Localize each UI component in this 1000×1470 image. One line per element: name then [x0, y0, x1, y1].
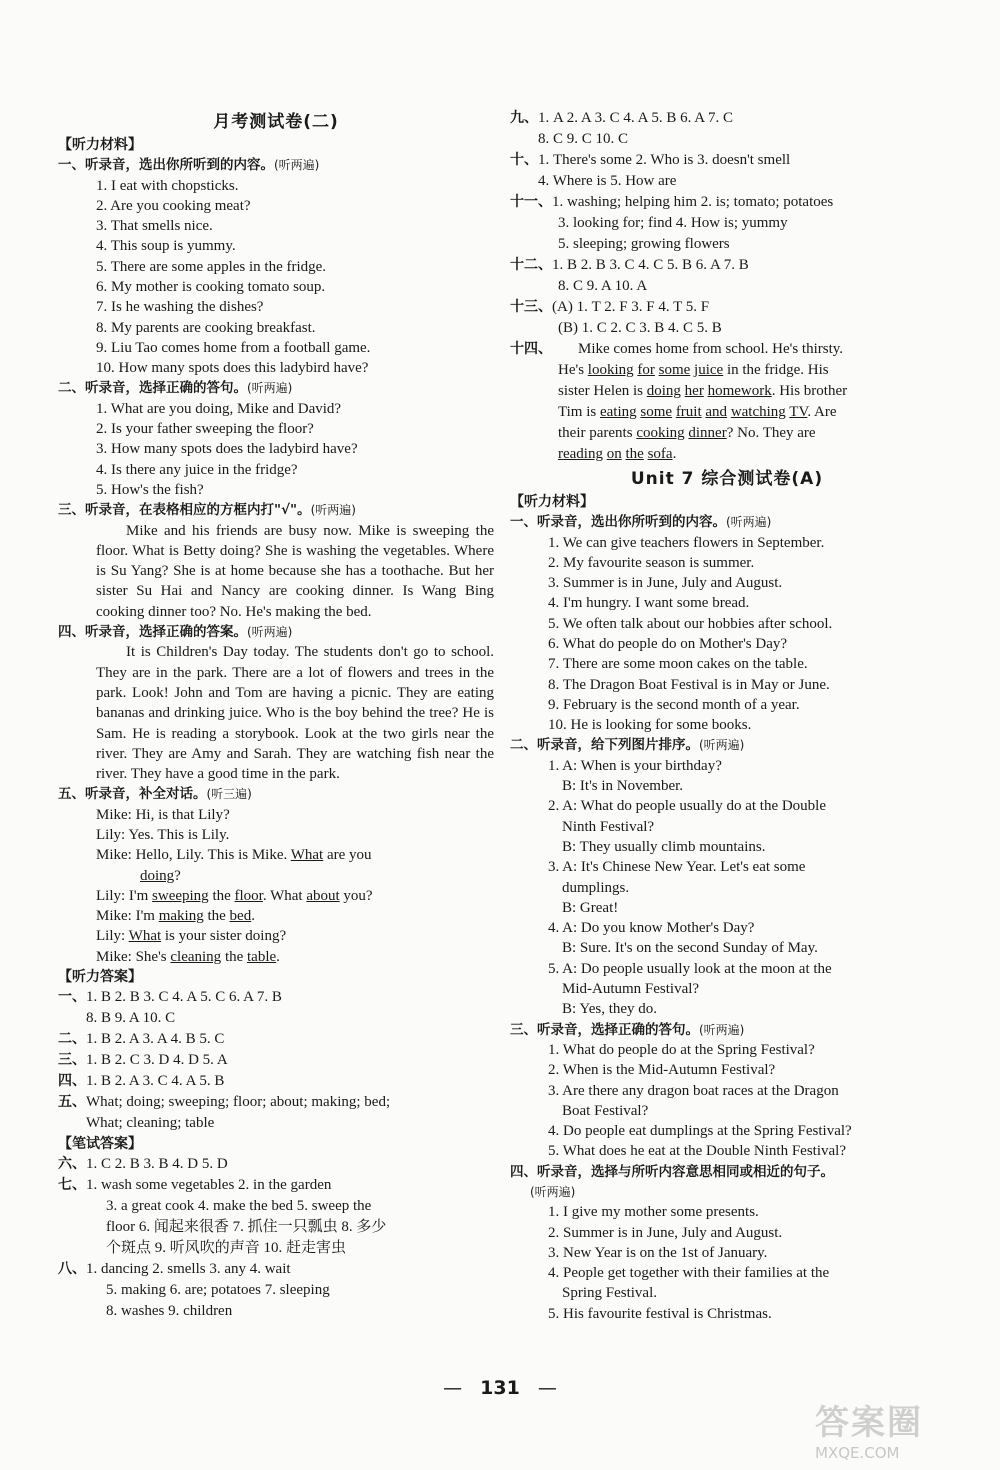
listening-answers-label: 【听力答案】 [58, 969, 142, 986]
answer-line: What; cleaning; table [86, 1115, 215, 1132]
answer-line: 十四、 Mike comes home from school. He's thirsty. [510, 341, 844, 357]
answer-line: 三、1. B 2. C 3. D 4. D 5. A [58, 1052, 228, 1069]
list-item: 2. My favourite season is summer. [548, 554, 755, 571]
passage: Mike and his friends are busy now. Mike is sweeping the floor. What is Betty doing? She is washing the vegetables. Where is Su Yang? She is at home because she has a toothache. But her sister Su Hai and Nancy are cooking dinner. Is Wang Bing cooking dinner too? No. He's making the bed. [96, 522, 494, 620]
list-item: 10. How many spots does this ladybird have? [96, 360, 369, 377]
answer-line: 五、What; doing; sweeping; floor; about; making; bed; [58, 1094, 391, 1111]
dialogue-line: Mike: I'm making the bed. [96, 908, 255, 925]
dialogue-line: 1. A: When is your birthday? [548, 757, 722, 774]
footer-dash: — [537, 1377, 557, 1399]
footer-dash: — [443, 1377, 463, 1399]
list-item: 5. There are some apples in the fridge. [96, 258, 327, 275]
dialogue-line: Mike: She's cleaning the table. [96, 948, 280, 965]
list-item: 7. There are some moon cakes on the table. [548, 656, 808, 673]
list-item: 5. We often talk about our hobbies after school. [548, 615, 833, 632]
dialogue-line: 3. A: It's Chinese New Year. Let's eat some [548, 859, 806, 876]
dialogue-line: Mid-Autumn Festival? [562, 981, 700, 998]
answer-line: 九、1. A 2. A 3. C 4. A 5. B 6. A 7. C [510, 110, 734, 126]
list-item: 1. I give my mother some presents. [548, 1204, 759, 1221]
page-number: 131 [480, 1377, 520, 1399]
list-item: 4. Is there any juice in the fridge? [96, 461, 298, 478]
answer-line: 十三、(A) 1. T 2. F 3. F 4. T 5. F [510, 299, 710, 315]
watermark-url: MXQE.COM [815, 1444, 900, 1462]
section-heading: 三、听录音，在表格相应的方框内打"√"。(听两遍) [58, 502, 356, 519]
list-item: Spring Festival. [562, 1285, 658, 1302]
list-item: 4. Do people eat dumplings at the Spring Festival? [548, 1123, 852, 1140]
answer-line: 5. making 6. are; potatoes 7. sleeping [106, 1282, 330, 1299]
answer-line: 十一、1. washing; helping him 2. is; tomato; potatoes [510, 194, 834, 210]
list-item: 5. His favourite festival is Christmas. [548, 1305, 772, 1322]
list-item: Boat Festival? [562, 1102, 649, 1119]
passage: It is Children's Day today. The students don't go to school. They are in the park. There are a lot of flowers and trees in the park. Look! John and Tom are having a picnic. They are eating bananas and drinking juice. Who is the boy behind the tree? He is Sam. He is reading a storybook. Look at the two girls near the river. They are Amy and Sarah. They are watching fish near the river. They have a good time in the park. [96, 644, 494, 783]
dialogue-line: Mike: Hello, Lily. This is Mike. What are you [96, 847, 372, 864]
answer-line: 八、1. dancing 2. smells 3. any 4. wait [58, 1261, 291, 1278]
list-item: 5. What does he eat at the Double Ninth Festival? [548, 1143, 846, 1160]
list-item: 7. Is he washing the dishes? [96, 299, 264, 316]
section-title: 月考测试卷(二) [213, 112, 339, 132]
answer-line: 8. B 9. A 10. C [86, 1010, 176, 1027]
left-column [58, 108, 494, 1322]
section-heading: 三、听录音，选择正确的答句。(听两遍) [510, 1021, 745, 1038]
dialogue-line: Lily: I'm sweeping the floor. What about you? [96, 887, 373, 904]
dialogue-line: Mike: Hi, is that Lily? [96, 806, 230, 823]
answer-line: 六、1. C 2. B 3. B 4. D 5. D [58, 1156, 228, 1173]
section-title: Unit 7 综合测试卷(A) [630, 469, 824, 489]
list-item: 9. February is the second month of a year. [548, 696, 800, 713]
answer-line: 5. sleeping; growing flowers [558, 236, 730, 252]
answer-line: their parents cooking dinner? No. They are [558, 425, 816, 441]
right-column [510, 108, 944, 1324]
list-item: 2. Summer is in June, July and August. [548, 1224, 783, 1241]
dialogue-line: Ninth Festival? [562, 818, 655, 835]
list-item: 3. That smells nice. [96, 218, 213, 235]
answer-line: He's looking for some juice in the fridge. His [558, 362, 829, 378]
answer-line: 一、1. B 2. B 3. C 4. A 5. C 6. A 7. B [58, 989, 282, 1006]
answer-line: 二、1. B 2. A 3. A 4. B 5. C [58, 1031, 225, 1048]
section-heading: 一、听录音，选出你所听到的内容。(听两遍) [510, 514, 772, 531]
answer-line: reading on the sofa. [558, 446, 677, 462]
answer-line: floor 6. 闻起来很香 7. 抓住一只瓢虫 8. 多少 [106, 1219, 387, 1236]
section-heading: 二、听录音，选择正确的答句。(听两遍) [58, 380, 293, 397]
list-item: 3. New Year is on the 1st of January. [548, 1244, 768, 1261]
answer-line: 8. C 9. A 10. A [558, 278, 648, 294]
list-item: 1. We can give teachers flowers in September. [548, 534, 825, 551]
list-item: 2. When is the Mid-Autumn Festival? [548, 1062, 776, 1079]
list-item: 3. How many spots does the ladybird have? [96, 441, 358, 458]
answer-line: 四、1. B 2. A 3. C 4. A 5. B [58, 1073, 225, 1090]
answer-line: 十、1. There's some 2. Who is 3. doesn't smell [510, 152, 791, 168]
answer-line: 十二、1. B 2. B 3. C 4. C 5. B 6. A 7. B [510, 257, 749, 273]
section-note: (听两遍) [530, 1185, 576, 1199]
list-item: 3. Are there any dragon boat races at the Dragon [548, 1082, 839, 1099]
list-item: 4. This soup is yummy. [96, 238, 236, 255]
answer-line: 8. C 9. C 10. C [538, 131, 629, 147]
list-item: 6. My mother is cooking tomato soup. [96, 278, 326, 295]
list-item: 8. My parents are cooking breakfast. [96, 319, 316, 336]
answer-line: 3. a great cook 4. make the bed 5. sweep the [106, 1198, 372, 1215]
answer-line: 个斑点 9. 听风吹的声音 10. 赶走害虫 [106, 1240, 347, 1257]
dialogue-line: Lily: Yes. This is Lily. [96, 827, 230, 843]
section-heading: 四、听录音，选择正确的答案。(听两遍) [58, 624, 293, 641]
dialogue-line: 4. A: Do you know Mother's Day? [548, 920, 755, 937]
list-item: 2. Is your father sweeping the floor? [96, 421, 314, 438]
answer-line: (B) 1. C 2. C 3. B 4. C 5. B [558, 320, 722, 336]
list-item: 9. Liu Tao comes home from a football game. [96, 339, 371, 356]
section-heading: 一、听录音，选出你所听到的内容。(听两遍) [58, 157, 320, 174]
dialogue-line: Lily: What is your sister doing? [96, 928, 287, 945]
section-heading: 四、听录音，选择与所听内容意思相同或相近的句子。 [510, 1163, 834, 1180]
answer-line: 3. looking for; find 4. How is; yummy [558, 215, 788, 231]
list-item: 3. Summer is in June, July and August. [548, 575, 783, 592]
dialogue-line: 5. A: Do people usually look at the moon at the [548, 960, 832, 977]
dialogue-line: B: They usually climb mountains. [562, 838, 766, 855]
list-item: 5. How's the fish? [96, 481, 204, 498]
list-item: 8. The Dragon Boat Festival is in May or June. [548, 676, 830, 693]
list-item: 4. I'm hungry. I want some bread. [548, 595, 750, 612]
section-heading: 五、听录音，补全对话。(听三遍) [58, 786, 252, 803]
list-item: 2. Are you cooking meat? [96, 197, 251, 214]
dialogue-line: B: Great! [562, 899, 619, 916]
answer-line: 8. washes 9. children [106, 1303, 233, 1320]
answer-line: 4. Where is 5. How are [538, 173, 677, 189]
listening-material-label: 【听力材料】 [58, 137, 142, 153]
section-heading: 二、听录音，给下列图片排序。(听两遍) [510, 737, 745, 754]
answer-line: Tim is eating some fruit and watching TV. Are [558, 404, 837, 420]
listening-material-label: 【听力材料】 [510, 494, 594, 510]
list-item: 10. He is looking for some books. [548, 717, 752, 734]
list-item: 1. I eat with chopsticks. [96, 177, 239, 194]
dialogue-line: B: It's in November. [562, 778, 684, 795]
dialogue-line: doing? [140, 867, 181, 884]
watermark-logo [815, 1395, 985, 1465]
answer-line: sister Helen is doing her homework. His brother [558, 383, 848, 399]
watermark-text: 答案圈 [815, 1403, 923, 1443]
list-item: 1. What do people do at the Spring Festival? [548, 1041, 815, 1058]
dialogue-line: dumplings. [562, 879, 630, 896]
list-item: 4. People get together with their families at the [548, 1265, 830, 1282]
dialogue-line: B: Sure. It's on the second Sunday of May. [562, 940, 818, 957]
dialogue-line: B: Yes, they do. [562, 1001, 658, 1018]
answer-line: 七、1. wash some vegetables 2. in the garden [58, 1177, 332, 1194]
dialogue-line: 2. A: What do people usually do at the Double [548, 798, 827, 815]
written-answers-label: 【笔试答案】 [58, 1136, 142, 1153]
list-item: 1. What are you doing, Mike and David? [96, 400, 342, 417]
list-item: 6. What do people do on Mother's Day? [548, 635, 788, 652]
